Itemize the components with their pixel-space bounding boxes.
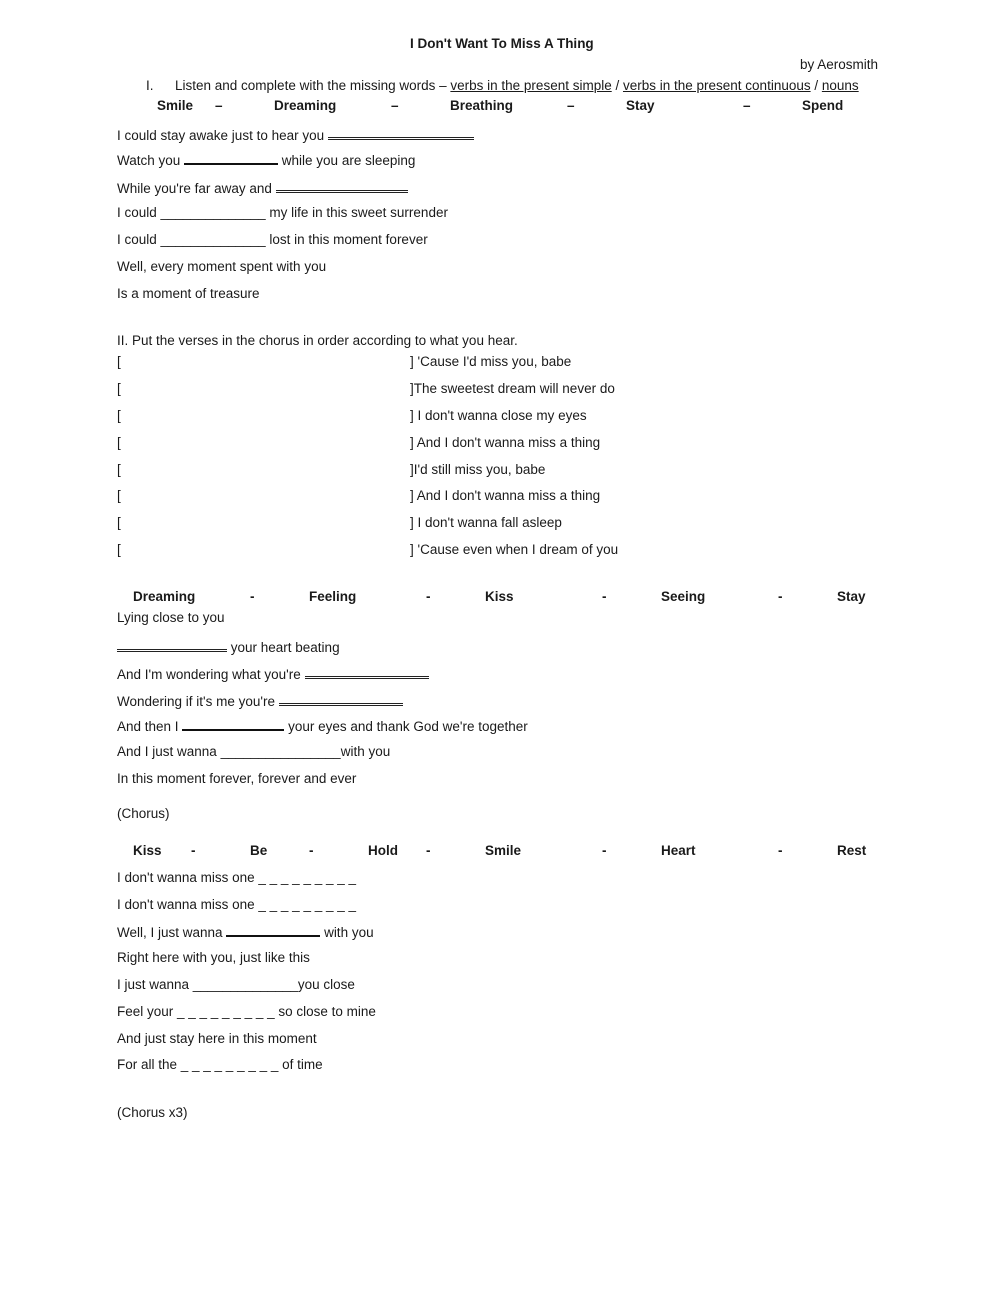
lyric-line: I just wanna ______________you close bbox=[117, 977, 355, 992]
order-verse: ] And I don't wanna miss a thing bbox=[410, 488, 601, 503]
word-bank-item: Kiss bbox=[485, 589, 514, 604]
lyric-line: your heart beating bbox=[117, 637, 340, 655]
word-bank-separator: - bbox=[309, 843, 314, 858]
order-verse: ] And I don't wanna miss a thing bbox=[410, 435, 601, 450]
lyric-line: For all the _ _ _ _ _ _ _ _ _ of time bbox=[117, 1057, 323, 1072]
order-bracket-input[interactable]: [ bbox=[117, 354, 121, 369]
word-bank-separator: – bbox=[743, 98, 751, 113]
lyric-line: Right here with you, just like this bbox=[117, 950, 310, 965]
page-title: I Don't Want To Miss A Thing bbox=[410, 36, 594, 51]
lyric-line: And I'm wondering what you're bbox=[117, 664, 429, 682]
lyric-line: And just stay here in this moment bbox=[117, 1031, 317, 1046]
answer-blank[interactable] bbox=[305, 664, 429, 679]
word-bank-item: Smile bbox=[485, 843, 522, 858]
word-bank-separator: - bbox=[602, 843, 607, 858]
chorus-marker: (Chorus) bbox=[117, 806, 170, 821]
order-bracket-input[interactable]: [ bbox=[117, 408, 121, 423]
word-bank-separator: – bbox=[391, 98, 399, 113]
order-bracket-input[interactable]: [ bbox=[117, 488, 121, 503]
word-bank-item: Seeing bbox=[661, 589, 706, 604]
word-bank-item: Feeling bbox=[309, 589, 357, 604]
word-bank-item: Dreaming bbox=[133, 589, 196, 604]
word-bank-item: Smile bbox=[157, 98, 194, 113]
order-bracket-input[interactable]: [ bbox=[117, 381, 121, 396]
word-bank-separator: - bbox=[778, 589, 783, 604]
word-bank-separator: – bbox=[215, 98, 223, 113]
lyric-line: Well, every moment spent with you bbox=[117, 259, 327, 274]
author: by Aerosmith bbox=[800, 57, 879, 72]
answer-blank[interactable] bbox=[182, 717, 284, 731]
order-bracket-input[interactable]: [ bbox=[117, 435, 121, 450]
answer-blank[interactable] bbox=[117, 637, 227, 652]
word-bank-separator: - bbox=[602, 589, 607, 604]
order-verse: ] I don't wanna close my eyes bbox=[410, 408, 587, 423]
word-bank-item: Stay bbox=[837, 589, 866, 604]
lyric-line: Well, I just wanna with you bbox=[117, 925, 374, 940]
lyric-line: In this moment forever, forever and ever bbox=[117, 771, 357, 786]
word-bank-item: Dreaming bbox=[274, 98, 337, 113]
lyric-line: Feel your _ _ _ _ _ _ _ _ _ so close to mine bbox=[117, 1004, 376, 1019]
word-bank-item: Rest bbox=[837, 843, 867, 858]
order-bracket-input[interactable]: [ bbox=[117, 542, 121, 557]
lyric-line: Is a moment of treasure bbox=[117, 286, 260, 301]
lyric-line: While you're far away and bbox=[117, 178, 408, 196]
section1-numeral: I. bbox=[146, 78, 154, 93]
word-bank-separator: - bbox=[250, 589, 255, 604]
order-verse: ] 'Cause even when I dream of you bbox=[410, 542, 619, 557]
answer-blank[interactable] bbox=[279, 691, 403, 706]
lyric-line: I don't wanna miss one _ _ _ _ _ _ _ _ _ bbox=[117, 870, 356, 885]
word-bank-separator: – bbox=[567, 98, 575, 113]
answer-blank[interactable] bbox=[184, 151, 278, 165]
lyric-line: I could ______________ lost in this moment forever bbox=[117, 232, 428, 247]
section2-instruction: II. Put the verses in the chorus in order according to what you hear. bbox=[117, 333, 518, 348]
word-bank-separator: - bbox=[426, 843, 431, 858]
answer-blank[interactable] bbox=[276, 178, 408, 193]
word-bank-item: Spend bbox=[802, 98, 844, 113]
lyric-line: Watch you while you are sleeping bbox=[117, 153, 416, 168]
lyric-line: I could stay awake just to hear you bbox=[117, 125, 474, 143]
word-bank-item: Kiss bbox=[133, 843, 162, 858]
order-verse: ]I'd still miss you, babe bbox=[410, 462, 546, 477]
lyric-line: Lying close to you bbox=[117, 610, 225, 625]
lyric-line: I don't wanna miss one _ _ _ _ _ _ _ _ _ bbox=[117, 897, 356, 912]
lyric-line: And then I your eyes and thank God we're together bbox=[117, 719, 528, 734]
word-bank-separator: - bbox=[191, 843, 196, 858]
lyric-line: I could ______________ my life in this sweet surrender bbox=[117, 205, 448, 220]
order-verse: ] 'Cause I'd miss you, babe bbox=[410, 354, 572, 369]
section1-instruction: Listen and complete with the missing words – verbs in the present simple / verbs in the present continuous / nouns bbox=[175, 78, 859, 93]
word-bank-item: Stay bbox=[626, 98, 655, 113]
order-bracket-input[interactable]: [ bbox=[117, 462, 121, 477]
order-bracket-input[interactable]: [ bbox=[117, 515, 121, 530]
order-verse: ]The sweetest dream will never do bbox=[410, 381, 615, 396]
word-bank-item: Be bbox=[250, 843, 268, 858]
word-bank-item: Hold bbox=[368, 843, 398, 858]
answer-blank[interactable] bbox=[328, 125, 474, 140]
lyric-line: And I just wanna ________________with you bbox=[117, 744, 391, 759]
answer-blank[interactable] bbox=[226, 923, 320, 937]
word-bank-item: Breathing bbox=[450, 98, 514, 113]
lyric-line: Wondering if it's me you're bbox=[117, 691, 403, 709]
chorus-marker: (Chorus x3) bbox=[117, 1105, 188, 1120]
word-bank-item: Heart bbox=[661, 843, 696, 858]
word-bank-separator: - bbox=[778, 843, 783, 858]
order-verse: ] I don't wanna fall asleep bbox=[410, 515, 562, 530]
word-bank-separator: - bbox=[426, 589, 431, 604]
